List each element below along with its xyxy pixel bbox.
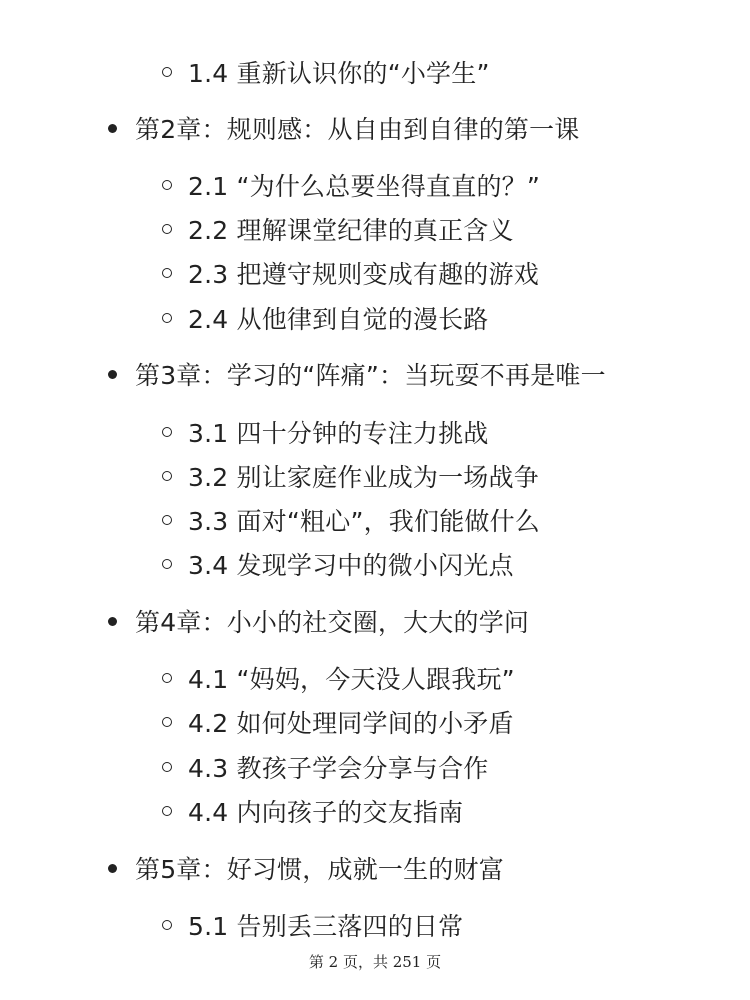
hollow-bullet-icon	[162, 471, 172, 481]
hollow-bullet-icon	[162, 559, 172, 569]
hollow-bullet-icon	[162, 224, 172, 234]
toc-chapter-2	[108, 108, 580, 148]
toc-chapter-text: 第3章：学习的“阵痛”：当玩耍不再是唯一	[135, 361, 606, 390]
toc-section-text: 3.3 面对“粗心”，我们能做什么	[188, 507, 541, 536]
hollow-bullet-icon	[162, 806, 172, 816]
toc-chapter-3	[108, 354, 606, 394]
hollow-bullet-icon	[162, 268, 172, 278]
toc-section-text: 2.4 从他律到自觉的漫长路	[188, 305, 489, 334]
toc-section-3-4	[162, 544, 514, 584]
hollow-bullet-icon	[162, 920, 172, 930]
toc-section-1-4	[162, 52, 490, 92]
filled-bullet-icon	[108, 864, 117, 873]
toc-chapter-text: 第4章：小小的社交圈，大大的学问	[135, 608, 530, 637]
toc-chapter-text: 第2章：规则感：从自由到自律的第一课	[135, 115, 580, 144]
toc-section-text: 4.3 教孩子学会分享与合作	[188, 754, 489, 783]
toc-section-4-2	[162, 702, 514, 742]
hollow-bullet-icon	[162, 427, 172, 437]
toc-section-text: 3.4 发现学习中的微小闪光点	[188, 551, 514, 580]
toc-section-5-1	[162, 905, 463, 945]
hollow-bullet-icon	[162, 717, 172, 727]
toc-chapter-text: 第5章：好习惯，成就一生的财富	[135, 855, 504, 884]
hollow-bullet-icon	[162, 673, 172, 683]
hollow-bullet-icon	[162, 762, 172, 772]
toc-section-4-3	[162, 747, 489, 787]
toc-chapter-5	[108, 848, 504, 888]
toc-section-2-3	[162, 253, 539, 293]
toc-section-text: 3.2 别让家庭作业成为一场战争	[188, 463, 539, 492]
toc-section-3-3	[162, 500, 540, 540]
filled-bullet-icon	[108, 617, 117, 626]
toc-section-text: 1.4 重新认识你的“小学生”	[188, 59, 490, 88]
hollow-bullet-icon	[162, 313, 172, 323]
toc-section-text: 4.4 内向孩子的交友指南	[188, 798, 464, 827]
hollow-bullet-icon	[162, 515, 172, 525]
hollow-bullet-icon	[162, 67, 172, 77]
toc-section-text: 2.2 理解课堂纪律的真正含义	[188, 216, 514, 245]
hollow-bullet-icon	[162, 180, 172, 190]
toc-section-4-1	[162, 658, 515, 698]
toc-section-text: 5.1 告别丢三落四的日常	[188, 912, 464, 941]
toc-section-2-1	[162, 165, 540, 205]
toc-section-text: 2.3 把遵守规则变成有趣的游戏	[188, 260, 539, 289]
toc-section-3-2	[162, 456, 539, 496]
toc-section-2-2	[162, 209, 514, 249]
toc-section-text: 4.2 如何处理同学间的小矛盾	[188, 709, 514, 738]
toc-chapter-4	[108, 601, 529, 641]
toc-section-text: 4.1 “妈妈，今天没人跟我玩”	[188, 665, 515, 694]
toc-section-2-4	[162, 298, 489, 338]
filled-bullet-icon	[108, 370, 117, 379]
toc-section-text: 2.1 “为什么总要坐得直直的？”	[188, 172, 541, 201]
toc-section-3-1	[162, 412, 489, 452]
page-number-footer: 第 2 页，共 251 页	[308, 953, 442, 971]
toc-section-4-4	[162, 791, 463, 831]
filled-bullet-icon	[108, 124, 117, 133]
toc-section-text: 3.1 四十分钟的专注力挑战	[188, 419, 489, 448]
